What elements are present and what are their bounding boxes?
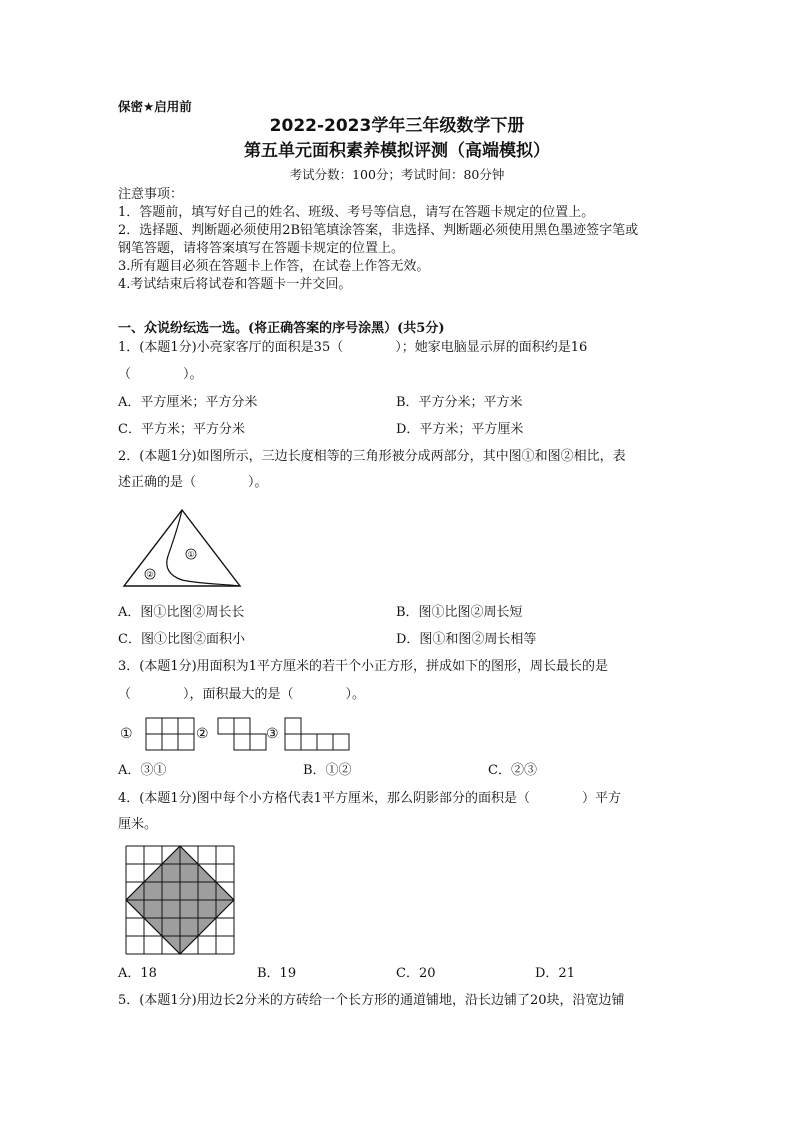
q2-option-a[interactable]: A．图①比图②周长长 (118, 605, 245, 620)
notice-item: 钢笔答题，请将答案填写在答题卡规定的位置上。 (118, 241, 405, 256)
question-3-text: 3．(本题1分)用面积为1平方厘米的若干个小正方形，拼成如下的图形，周长最长的是 (118, 659, 608, 674)
q2-option-c[interactable]: C．图①比图②面积小 (118, 632, 245, 647)
q1-option-c[interactable]: C．平方米；平方分米 (118, 422, 245, 437)
q2-option-b[interactable]: B．图①比图②周长短 (396, 605, 523, 620)
exam-info: 考试分数：100分；考试时间：80分钟 (289, 167, 505, 182)
q3-option-c[interactable]: C．②③ (488, 763, 537, 778)
q3-option-b[interactable]: B．①② (303, 763, 352, 778)
figure-label-2: ② (146, 570, 154, 579)
notice-heading: 注意事项： (118, 187, 184, 202)
question-4-text: 4．(本题1分)图中每个小方格代表1平方厘米，那么阴影部分的面积是（ ）平方 (118, 791, 621, 806)
triangle-figure (120, 506, 244, 590)
question-5-text: 5．(本题1分)用边长2分米的方砖给一个长方形的通道铺地，沿长边铺了20块，沿宽边铺 (118, 993, 625, 1008)
q3-option-a[interactable]: A．③① (118, 763, 167, 778)
notice-item: 4.考试结束后将试卷和答题卡一并交回。 (118, 277, 352, 292)
confidential-label: 保密★启用前 (118, 99, 192, 114)
question-2-text: 2．(本题1分)如图所示，三边长度相等的三角形被分成两部分，其中图①和图②相比，表 (118, 449, 626, 464)
q1-option-a[interactable]: A．平方厘米；平方分米 (118, 395, 258, 410)
notice-item: 3.所有题目必须在答题卡上作答，在试卷上作答无效。 (118, 259, 430, 274)
question-3-text-cont: （ ），面积最大的是（ ）。 (118, 687, 366, 702)
exam-title: 2022-2023学年三年级数学下册 (269, 116, 525, 136)
q4-option-a[interactable]: A．18 (118, 966, 157, 981)
q4-option-c[interactable]: C．20 (396, 966, 436, 981)
shape-3-squares (285, 718, 349, 750)
grid-figure (126, 846, 234, 954)
q2-option-d[interactable]: D．图①和图②周长相等 (396, 632, 537, 647)
shape-2-squares (218, 718, 266, 750)
figure-label-1: ① (187, 550, 195, 559)
question-1-text-cont: （ ）。 (118, 367, 203, 382)
q1-option-d[interactable]: D．平方米；平方厘米 (396, 422, 524, 437)
q1-option-b[interactable]: B．平方分米；平方米 (396, 395, 523, 410)
shape-1-squares (146, 718, 194, 750)
q4-option-d[interactable]: D．21 (535, 966, 575, 981)
shape-label-1: ① (120, 726, 133, 742)
shape-label-3: ③ (266, 726, 279, 742)
question-4-text-cont: 厘米。 (118, 817, 158, 832)
question-2-text-cont: 述正确的是（ ）。 (118, 475, 268, 490)
notice-item: 1．答题前，填写好自己的姓名、班级、考号等信息，请写在答题卡规定的位置上。 (118, 205, 595, 220)
section-heading: 一、众说纷纭选一选。(将正确答案的序号涂黑）(共5分) (118, 321, 445, 336)
notice-item: 2．选择题、判断题必须使用2B铅笔填涂答案，非选择、判断题必须使用黑色墨迹签字笔或 (118, 223, 639, 238)
exam-subtitle: 第五单元面积素养模拟评测（高端模拟） (244, 141, 550, 161)
q4-option-b[interactable]: B．19 (257, 966, 297, 981)
question-1-text: 1．(本题1分)小亮家客厅的面积是35（ ）；她家电脑显示屏的面积约是16 (118, 340, 588, 355)
shape-label-2: ② (196, 726, 209, 742)
